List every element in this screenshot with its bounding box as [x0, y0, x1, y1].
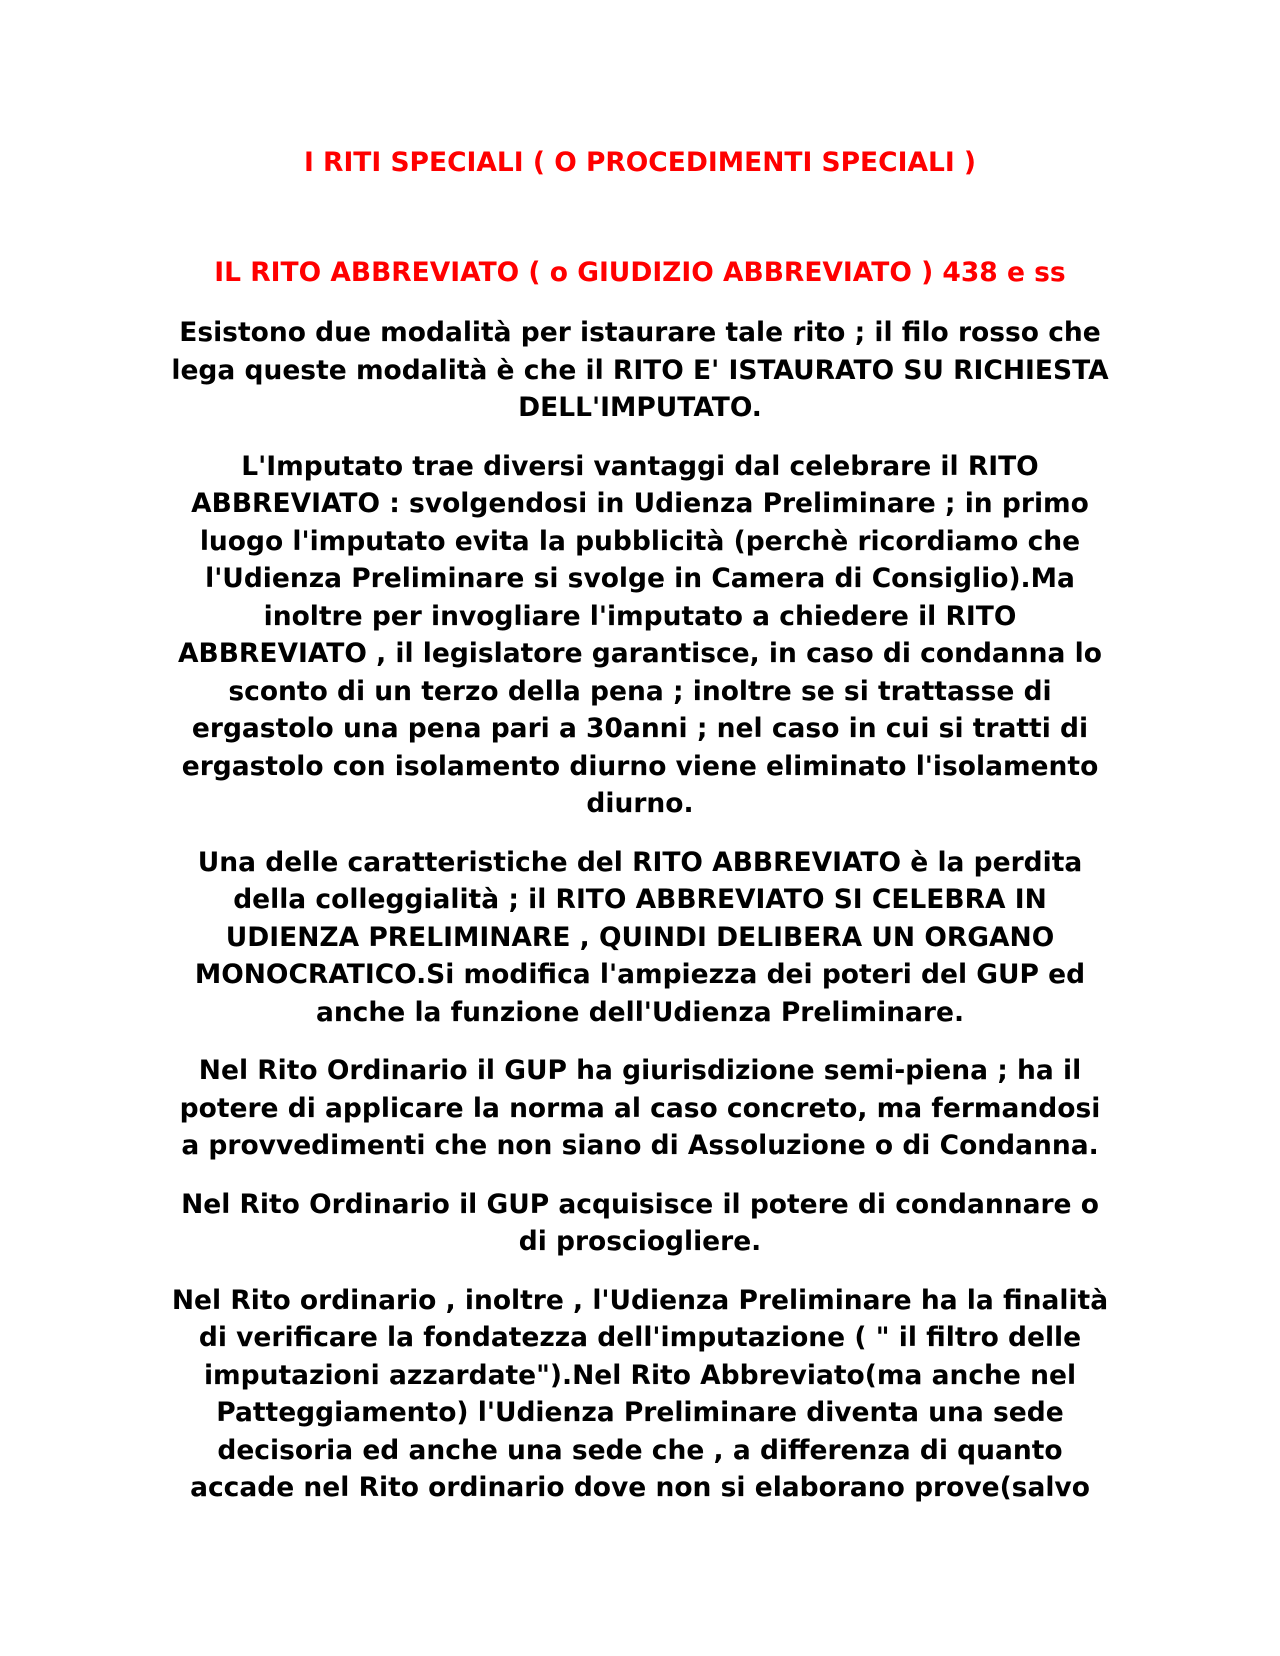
paragraph-line: Esistono due modalità per istaurare tale rito ; il filo rosso che: [179, 317, 1101, 348]
section-heading: IL RITO ABBREVIATO ( o GIUDIZIO ABBREVIATO ) 438 e ss: [214, 257, 1066, 288]
body-paragraph: [100, 448, 1180, 823]
paragraph-line: ABBREVIATO , il legislatore garantisce, in caso di condanna lo: [178, 638, 1102, 669]
paragraph-line: a provvedimenti che non siano di Assoluzione o di Condanna.: [181, 1130, 1099, 1161]
paragraph-line: MONOCRATICO.Si modifica l'ampiezza dei poteri del GUP ed: [194, 959, 1086, 990]
paragraph-line: Patteggiamento) l'Udienza Preliminare diventa una sede: [216, 1397, 1064, 1428]
paragraph-line: della colleggialità ; il RITO ABBREVIATO SI CELEBRA IN: [233, 884, 1047, 915]
paragraph-line: DELL'IMPUTATO.: [518, 392, 762, 423]
paragraph-line: luogo l'imputato evita la pubblicità (perchè ricordiamo che: [199, 525, 1081, 557]
body-paragraph: [100, 1052, 1180, 1165]
paragraph-line: l'Udienza Preliminare si svolge in Camera di Consiglio).Ma: [205, 563, 1075, 594]
paragraph-line: accade nel Rito ordinario dove non si elaborano prove(salvo: [190, 1472, 1090, 1503]
document-body: [100, 314, 1180, 1528]
body-paragraph: [100, 1282, 1180, 1507]
paragraph-line: inoltre per invogliare l'imputato a chiedere il RITO: [263, 600, 1017, 632]
page-title: I RITI SPECIALI ( O PROCEDIMENTI SPECIALI ): [303, 147, 977, 178]
paragraph-line: decisoria ed anche una sede che , a differenza di quanto: [217, 1434, 1063, 1466]
paragraph-line: Nel Rito Ordinario il GUP acquisisce il potere di condannare o: [181, 1188, 1099, 1220]
paragraph-line: L'Imputato trae diversi vantaggi dal celebrare il RITO: [241, 450, 1039, 482]
paragraph-line: ABBREVIATO : svolgendosi in Udienza Preliminare ; in primo: [191, 488, 1089, 519]
paragraph-line: diurno.: [586, 788, 694, 819]
paragraph-line: potere di applicare la norma al caso concreto, ma fermandosi: [179, 1092, 1101, 1124]
paragraph-line: Nel Rito ordinario , inoltre , l'Udienza Preliminare ha la finalità: [171, 1284, 1109, 1316]
paragraph-line: di verificare la fondatezza dell'imputazione ( " il filtro delle: [198, 1322, 1082, 1353]
body-paragraph: [100, 1186, 1180, 1261]
paragraph-line: imputazioni azzardate").Nel Rito Abbreviato(ma anche nel: [203, 1359, 1077, 1391]
paragraph-line: lega queste modalità è che il RITO E' ISTAURATO SU RICHIESTA: [171, 354, 1109, 386]
paragraph-line: Nel Rito Ordinario il GUP ha giurisdizione semi-piena ; ha il: [198, 1055, 1082, 1086]
paragraph-line: sconto di un terzo della pena ; inoltre se si trattasse di: [228, 675, 1052, 707]
paragraph-line: ergastolo una pena pari a 30anni ; nel caso in cui si tratti di: [191, 713, 1089, 744]
paragraph-line: Una delle caratteristiche del RITO ABBREVIATO è la perdita: [197, 846, 1083, 878]
body-paragraph: [100, 314, 1180, 427]
body-paragraph: [100, 844, 1180, 1032]
paragraph-line: UDIENZA PRELIMINARE , QUINDI DELIBERA UN ORGANO: [225, 921, 1055, 953]
paragraph-line: ergastolo con isolamento diurno viene eliminato l'isolamento: [181, 750, 1099, 782]
paragraph-line: anche la funzione dell'Udienza Preliminare.: [315, 996, 965, 1028]
paragraph-line: di prosciogliere.: [518, 1226, 762, 1257]
